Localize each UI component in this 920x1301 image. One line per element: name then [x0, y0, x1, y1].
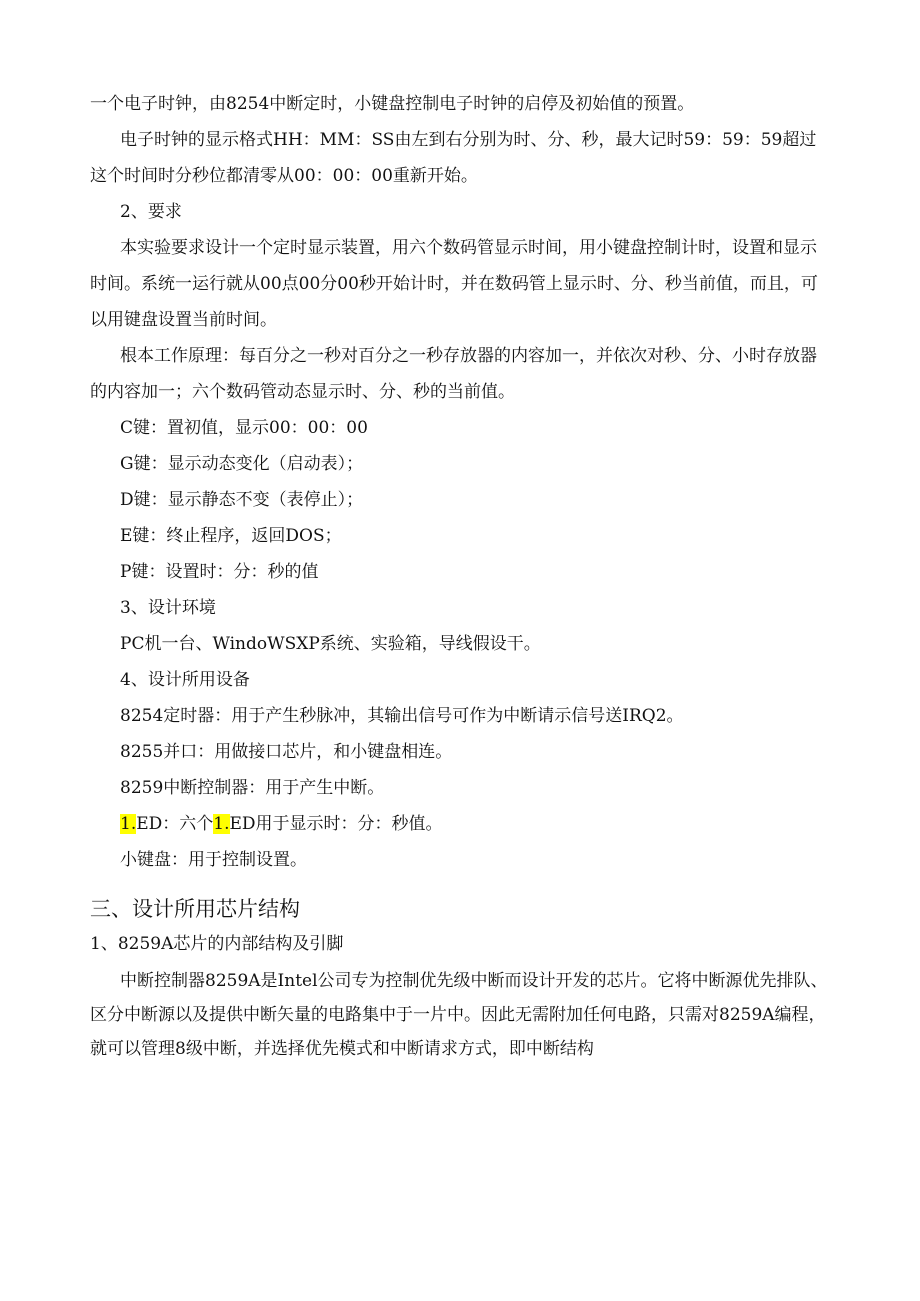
key-p-line: P键：设置时：分：秒的值 [120, 562, 319, 582]
key-d-line: D键：显示静态不变（表停止）； [120, 490, 364, 510]
display-format-paragraph: 电子时钟的显示格式HH：MM：SS由左到右分别为时、分、秒，最大记时59：59：59超过这个时间时分秒位都清零从00：00：00重新开始。 [90, 130, 817, 186]
highlighted-text: 1. [120, 814, 137, 834]
device-8259-line: 8259中断控制器：用于产生中断。 [120, 778, 385, 798]
led-text: ED用于显示时：分：秒值。 [229, 814, 443, 834]
highlighted-text: 1. [213, 814, 230, 834]
intro-paragraph: 一个电子时钟，由8254中断定时，小键盘控制电子时钟的启停及初始值的预置。 [90, 94, 695, 114]
key-c-line: C键：置初值，显示00：00：00 [120, 418, 368, 438]
subsection-heading: 1、8259A芯片的内部结构及引脚 [90, 934, 344, 954]
principle-paragraph: 根本工作原理：每百分之一秒对百分之一秒存放器的内容加一，并依次对秒、分、小时存放器的内容加一；六个数码管动态显示时、分、秒的当前值。 [90, 346, 817, 402]
device-led-line [90, 806, 830, 842]
chip-paragraph: 中断控制器8259A是Intel公司专为控制优先级中断而设计开发的芯片。它将中断源优先排队、区分中断源以及提供中断矢量的电路集中于一片中。因此无需附加任何电路，只需对8259A编程，就可以管理8级中断，并选择优先模式和中断请求方式，即中断结构 [90, 971, 828, 1059]
led-text: ED：六个 [136, 814, 214, 834]
environment-heading: 3、设计环境 [120, 598, 216, 618]
key-g-line: G键：显示动态变化（启动表）； [120, 454, 364, 474]
requirements-paragraph: 本实验要求设计一个定时显示装置，用六个数码管显示时间，用小键盘控制计时，设置和显示时间。系统一运行就从00点00分00秒开始计时，并在数码管上显示时、分、秒当前值，而且，可以用键盘设置当前时间。 [90, 238, 818, 330]
key-e-line: E键：终止程序，返回DOS； [120, 526, 342, 546]
environment-line: PC机一台、WindoWSXP系统、实验箱，导线假设干。 [120, 634, 541, 654]
device-keyboard-line: 小键盘：用于控制设置。 [120, 850, 307, 870]
device-8254-line: 8254定时器：用于产生秒脉冲，其输出信号可作为中断请示信号送IRQ2。 [120, 706, 684, 726]
requirements-heading: 2、要求 [120, 202, 182, 222]
devices-heading: 4、设计所用设备 [120, 670, 250, 690]
device-8255-line: 8255并口：用做接口芯片，和小键盘相连。 [120, 742, 453, 762]
section-heading: 三、设计所用芯片结构 [90, 897, 300, 921]
